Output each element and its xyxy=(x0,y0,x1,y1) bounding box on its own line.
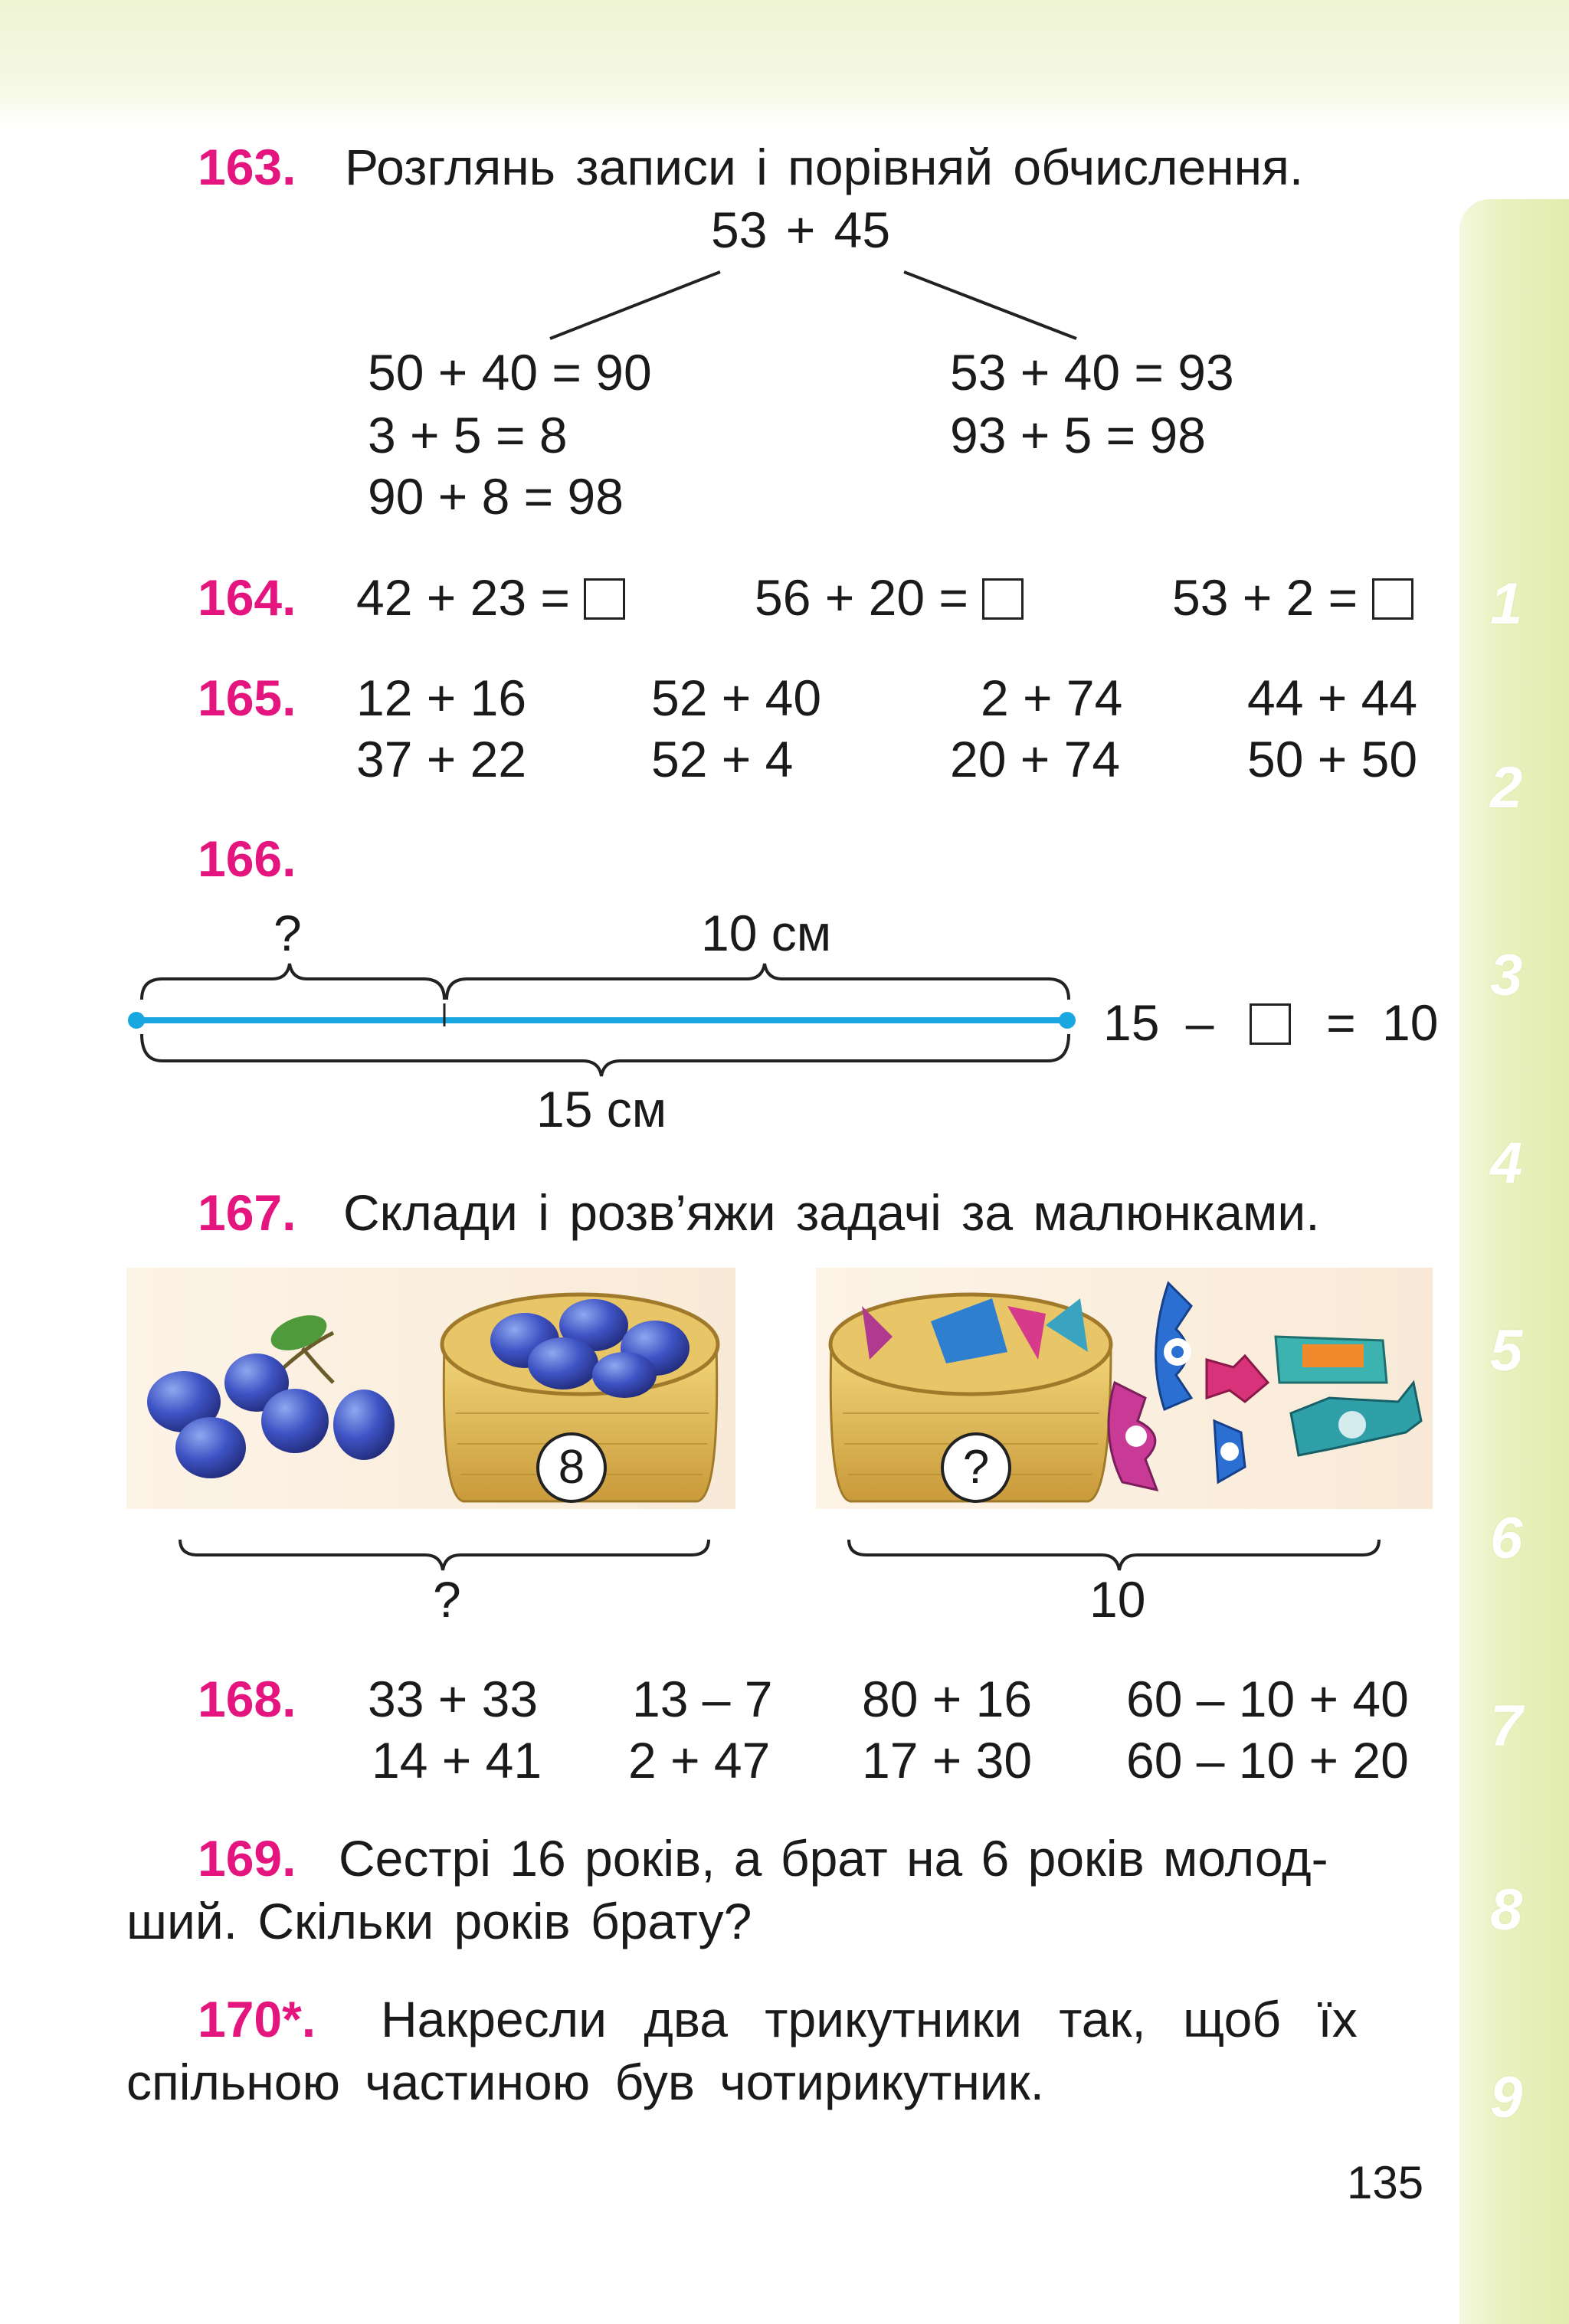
exercise-170-text-line-2: спільною частиною був чотирикутник. xyxy=(126,2054,1044,2110)
exercise-170-text-line-1: Накресли два трикутники так, щоб їх xyxy=(381,1991,1358,2047)
exercise-163-right-line-1: 53 + 40 = 93 xyxy=(950,344,1234,401)
exercise-165-expression: 20 + 74 xyxy=(950,731,1121,787)
exercise-163-left-line-1: 50 + 40 = 90 xyxy=(368,344,652,401)
chapter-tab-9[interactable]: 9 xyxy=(1490,2065,1523,2130)
exercise-170-number: 170*. xyxy=(198,1991,316,2047)
exercise-168-expression: 14 + 41 xyxy=(372,1732,542,1789)
exercise-163-right-line-2: 93 + 5 = 98 xyxy=(950,407,1206,463)
exercise-168-expression: 60 – 10 + 20 xyxy=(1126,1732,1409,1789)
exercise-165-number: 165. xyxy=(198,669,296,726)
exercise-168-expression: 13 – 7 xyxy=(632,1671,773,1727)
exercise-164-number: 164. xyxy=(198,569,296,626)
exercise-165-expression: 50 + 50 xyxy=(1247,731,1418,787)
exercise-167-text: Склади і розв’яжи задачі за малюнками. xyxy=(343,1184,1320,1241)
exercise-168-expression: 17 + 30 xyxy=(862,1732,1033,1789)
exercise-165-expression: 2 + 74 xyxy=(981,669,1123,726)
exercise-166-number: 166. xyxy=(198,830,296,887)
exercise-169-text-line-2: ший. Скільки років брату? xyxy=(126,1893,752,1949)
exercise-169-number: 169. xyxy=(198,1830,296,1887)
segment-known-label: 10 см xyxy=(701,905,832,961)
exercise-168-expression: 2 + 47 xyxy=(628,1732,771,1789)
exercise-168-number: 168. xyxy=(198,1671,296,1727)
chapter-tab-1[interactable]: 1 xyxy=(1490,571,1523,637)
exercise-167-number: 167. xyxy=(198,1184,296,1241)
exercise-169-text-line-1: Сестрі 16 років, а брат на 6 років молод- xyxy=(339,1830,1328,1887)
exercise-163-top-expression: 53 + 45 xyxy=(711,201,891,258)
exercise-168-expression: 60 – 10 + 40 xyxy=(1126,1671,1409,1727)
chapter-tab-5[interactable]: 5 xyxy=(1490,1318,1523,1383)
exercise-165-expression: 12 + 16 xyxy=(356,669,527,726)
exercise-165-expression: 44 + 44 xyxy=(1247,669,1418,726)
exercise-168-expression: 80 + 16 xyxy=(862,1671,1033,1727)
chapter-tab-6[interactable]: 6 xyxy=(1490,1506,1523,1571)
page-number: 135 xyxy=(1347,2157,1424,2208)
exercise-163-left-line-3: 90 + 8 = 98 xyxy=(368,468,624,525)
chapter-tab-4[interactable]: 4 xyxy=(1490,1131,1523,1196)
brace-label-2: 10 xyxy=(1089,1571,1146,1628)
exercise-163-left-line-2: 3 + 5 = 8 xyxy=(368,407,568,463)
segment-unknown-label: ? xyxy=(274,905,302,961)
basket-count-badge-2: ? xyxy=(941,1432,1011,1503)
chapter-tab-2[interactable]: 2 xyxy=(1490,755,1523,820)
exercise-164-item-3: 53 + 2 = xyxy=(1172,568,1413,627)
exercise-168-expression: 33 + 33 xyxy=(368,1671,539,1727)
exercise-165-expression: 52 + 40 xyxy=(651,669,822,726)
exercise-165-expression: 52 + 4 xyxy=(651,731,794,787)
segment-total-label: 15 см xyxy=(536,1081,667,1137)
exercise-164-item-1: 42 + 23 = xyxy=(356,568,625,627)
brace-label-1: ? xyxy=(433,1571,461,1628)
exercise-164-item-2: 56 + 20 = xyxy=(755,568,1024,627)
exercise-163-number: 163. xyxy=(198,139,296,195)
chapter-tab-8[interactable]: 8 xyxy=(1490,1877,1523,1943)
basket-count-badge-1: 8 xyxy=(536,1432,607,1503)
chapter-tab-7[interactable]: 7 xyxy=(1490,1694,1523,1759)
exercise-163-text: Розглянь записи і порівняй обчислення. xyxy=(345,139,1304,195)
exercise-165-expression: 37 + 22 xyxy=(356,731,527,787)
exercise-166-equation: 15 – = 10 xyxy=(1103,994,1439,1051)
chapter-tab-3[interactable]: 3 xyxy=(1490,943,1523,1008)
